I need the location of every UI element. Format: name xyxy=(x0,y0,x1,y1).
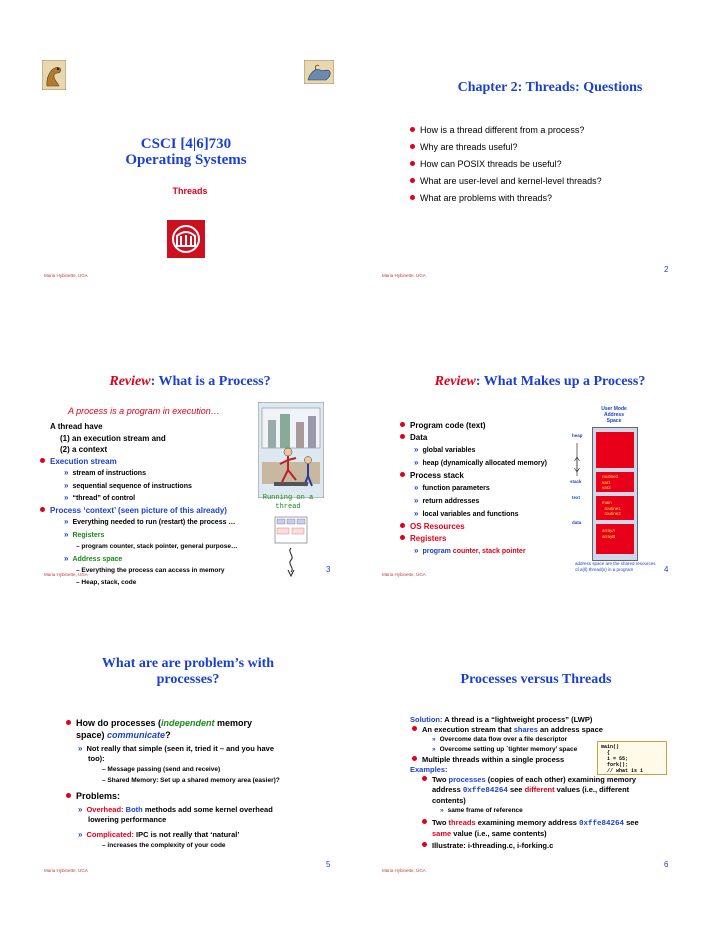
stack-arrow-icon xyxy=(574,456,580,478)
page-number: 2 xyxy=(664,265,669,274)
question-4: What are user-level and kernel-level threads? xyxy=(410,176,602,193)
slide-5-title: What are are problem’s with processes? xyxy=(101,656,275,687)
address-space-note: address space are the shared resources of a(ll) thread(s) in a program xyxy=(575,561,656,572)
two-threads-item: Two threads examining memory address 0xffe84264 see xyxy=(410,818,639,829)
multiple-threads: Multiple threads within a single process xyxy=(410,755,639,765)
slide-2-title: Chapter 2: Threads: Questions xyxy=(457,80,643,95)
message-passing-item: – Message passing (send and receive) xyxy=(102,766,221,773)
dinosaur-logo-icon xyxy=(42,60,66,90)
address-space-detail: – Everything the process can access in memory xyxy=(76,567,225,574)
slide-3-title: Review: What is a Process? xyxy=(109,374,271,389)
text-region xyxy=(596,496,634,520)
slide-footer: Maria Hybinette, UGA xyxy=(44,572,88,577)
data-item: » global variables xyxy=(414,445,476,454)
address-space-detail: – Heap, stack, code xyxy=(76,578,137,586)
shared-memory-item: – Shared Memory: Set up a shared memory area (easier)? xyxy=(102,777,280,784)
not-simple-item: » Not really that simple (seen it, tried it – and you have too): xyxy=(78,744,275,763)
program-code: Program code (text) xyxy=(400,420,547,432)
complicated-item: » Complicated: IPC is not really that ‘natural’ xyxy=(78,830,240,839)
exec-item: » “thread” of control xyxy=(64,493,136,502)
text-label: text xyxy=(572,495,581,500)
course-title: CSCI [4|6]730 xyxy=(140,136,232,152)
overcome-memory-item: » Overcome setting up `tighter memory’ space xyxy=(432,746,578,753)
slide-4 xyxy=(360,310,720,620)
text-values: main routine1 routine2 xyxy=(602,500,621,516)
overcome-file-item: » Overcome data flow over a file descriptor xyxy=(432,736,568,743)
memory-diagram xyxy=(592,427,638,561)
data-label: data xyxy=(572,520,582,525)
question-list xyxy=(410,125,602,210)
stack-item: » return addresses xyxy=(414,496,480,505)
illustrate-item: Illustrate: i-threading.c, i-forking.c xyxy=(410,841,639,851)
slide-footer: Maria Hybinette, UGA xyxy=(44,273,88,278)
slide-3 xyxy=(0,310,360,620)
shares-address-space: An execution stream that shares an address space xyxy=(410,725,639,735)
treadmill-cartoon-icon xyxy=(258,402,324,498)
stack-item: » function parameters xyxy=(414,483,490,492)
thread-have-1: (1) an execution stream and xyxy=(60,433,166,443)
process-context: Process ‘context’ (seen picture of this already) xyxy=(50,505,237,517)
slide-3-body xyxy=(50,421,237,588)
dinosaur-logo-icon xyxy=(304,60,334,84)
slide-2 xyxy=(360,0,720,310)
exec-item: » stream of instructions xyxy=(64,468,146,477)
page-number: 3 xyxy=(326,565,331,574)
slide-6-body xyxy=(410,715,639,851)
data-region xyxy=(596,524,634,554)
os-resources: OS Resources xyxy=(400,521,547,533)
course-subtitle: Operating Systems xyxy=(125,152,247,168)
same-value-item: same value (i.e., same contents) xyxy=(432,829,547,838)
heap-region xyxy=(596,432,634,468)
question-1: How is a thread different from a process? xyxy=(410,125,602,142)
running-on-thread-label: Running on a thread xyxy=(262,494,314,511)
question-3: How can POSIX threads be useful? xyxy=(410,159,602,176)
memory-diagram-header: User Mode Address Space xyxy=(601,406,627,424)
topic-label: Threads xyxy=(172,186,208,196)
overhead-item: » Overhead: Both methods add some kernel overhead lowering performance xyxy=(78,805,273,824)
slide-5 xyxy=(0,620,360,930)
exec-item: » sequential sequence of instructions xyxy=(64,480,192,490)
context-item: » Everything needed to run (restart) the process … xyxy=(64,517,236,526)
process-thread-diagram-icon xyxy=(274,516,308,578)
slide-footer: Maria Hybinette, UGA xyxy=(382,572,426,577)
slide-footer: Maria Hybinette, UGA xyxy=(382,273,426,278)
page-number: 5 xyxy=(326,860,331,869)
process-definition: A process is a program in execution… xyxy=(68,406,220,416)
stack-region xyxy=(596,472,634,492)
slide-6 xyxy=(360,620,720,930)
slide-footer: Maria Hybinette, UGA xyxy=(44,868,88,873)
same-frame-item: » same frame of reference xyxy=(440,807,523,814)
data: Data xyxy=(400,432,547,444)
stack-item: » local variables and functions xyxy=(414,509,519,518)
process-stack: Process stack xyxy=(400,470,547,482)
thread-have: A thread have xyxy=(50,422,103,431)
thread-have-2: (2) a context xyxy=(60,445,108,454)
uga-arch-logo-icon xyxy=(167,220,205,258)
slide-4-title: Review: What Makes up a Process? xyxy=(434,374,646,389)
complexity-item: – increases the complexity of your code xyxy=(102,842,226,849)
question-2: Why are threads useful? xyxy=(410,142,602,159)
stack-label: stack xyxy=(570,479,582,484)
slide-4-body xyxy=(400,420,547,558)
question-5: What are problems with threads? xyxy=(410,193,602,210)
problems-heading: Problems: xyxy=(76,790,280,802)
slide-footer: Maria Hybinette, UGA xyxy=(382,868,426,873)
communicate-question: How do processes (independent memory space) communicate? xyxy=(76,717,280,741)
examples-heading: Examples: xyxy=(410,765,448,774)
slide-6-title: Processes versus Threads xyxy=(460,672,612,687)
slide-5-body xyxy=(76,717,280,851)
execution-stream: Execution stream xyxy=(50,456,237,468)
solution-line: Solution: A thread is a “lightweight process” (LWP) xyxy=(410,715,593,724)
address-space-item: » Address space xyxy=(64,553,123,563)
registers: Registers xyxy=(400,533,547,545)
registers-item: » Registers xyxy=(64,529,105,539)
stack-values: routine1 var1 var2 xyxy=(602,474,619,490)
page-number: 4 xyxy=(664,565,669,574)
two-processes-item: Two processes (copies of each other) examining memory address 0xffe84264 see different values (i.e., different contents) xyxy=(410,775,639,806)
page-number: 6 xyxy=(664,860,669,869)
data-item: » heap (dynamically allocated memory) xyxy=(414,458,547,467)
slide-1 xyxy=(0,0,360,310)
heap-label: heap xyxy=(572,433,583,438)
code-box: main() { i = 55; fork(); // what is i xyxy=(597,741,667,775)
registers-detail: – program counter, stack pointer, general purpose… xyxy=(76,543,238,550)
registers-item: » program counter, stack pointer xyxy=(414,546,526,555)
data-values: arrayA arrayB xyxy=(602,528,616,539)
